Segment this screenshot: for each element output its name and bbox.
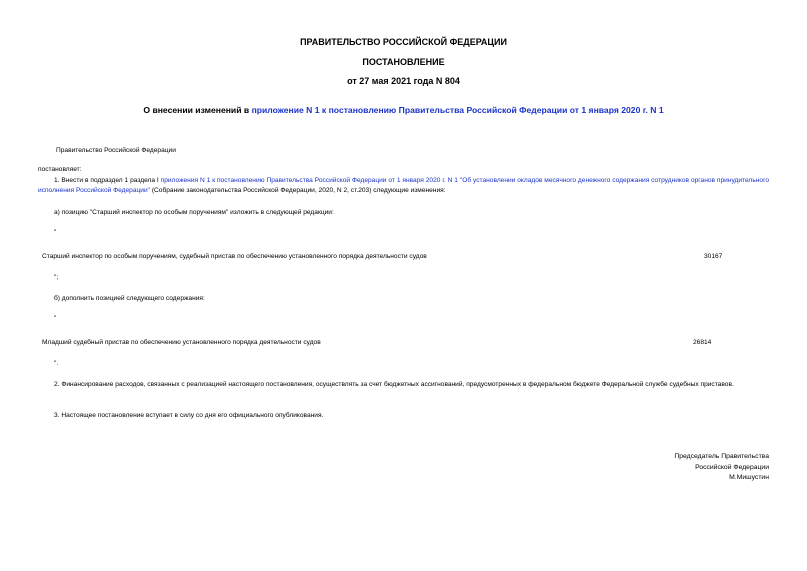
table-row-1-salary: 30167	[704, 253, 723, 260]
government-line: Правительство Российской Федерации	[56, 147, 176, 154]
document-type: ПОСТАНОВЛЕНИЕ	[362, 57, 445, 67]
document-title	[20, 105, 787, 115]
p1-link[interactable]: приложения N 1 к постановлению Правительства Российской Федерации от 1 января 2020 г. N 1 "Об установлении окладов месячного денежного содержания сотрудников органов принудительного исполнения Российской Федерации"	[38, 177, 769, 194]
title-prefix: О внесении изменений в	[143, 105, 252, 115]
signature-line-1: Председатель Правительства	[674, 453, 769, 460]
paragraph-2: 2. Финансирование расходов, связанных с реализацией настоящего постановления, осуществлять за счет бюджетных ассигнований, предусмотренных в федеральном бюджете Федеральной службе судебных приставов.	[54, 381, 734, 388]
close-quote-2: ".	[54, 360, 59, 367]
government-heading: ПРАВИТЕЛЬСТВО РОССИЙСКОЙ ФЕДЕРАЦИИ	[300, 37, 507, 47]
table-row-2-position: Младший судебный пристав по обеспечению установленного порядка деятельности судов	[42, 339, 321, 346]
signature-line-3: М.Мишустин	[729, 474, 769, 481]
decree-line: постановляет:	[38, 166, 82, 173]
title-link[interactable]: приложение N 1 к постановлению Правительства Российской Федерации от 1 января 2020 г. N 1	[251, 105, 664, 115]
paragraph-3: 3. Настоящее постановление вступает в силу со дня его официального опубликования.	[54, 412, 324, 419]
p1-prefix: 1. Внести в подраздел 1 раздела I	[54, 177, 161, 184]
table-row-1-position: Старший инспектор по особым поручениям, судебный пристав по обеспечению установленного порядка деятельности судов	[42, 253, 427, 260]
document-date-number: от 27 мая 2021 года N 804	[347, 76, 460, 86]
signature-line-2: Российской Федерации	[695, 463, 769, 471]
table-row-2-salary: 26814	[693, 339, 712, 346]
close-quote-1: ";	[54, 274, 59, 281]
open-quote-1: "	[54, 229, 57, 236]
p1-suffix: (Собрание законодательства Российской Федерации, 2020, N 2, ст.203) следующие изменения:	[150, 186, 446, 194]
paragraph-b: б) дополнить позицией следующего содержания:	[54, 295, 205, 302]
open-quote-2: "	[54, 315, 57, 322]
paragraph-a: а) позицию "Старший инспектор по особым поручениям" изложить в следующей редакции:	[54, 209, 334, 216]
paragraph-1	[38, 176, 769, 195]
signature-block	[569, 452, 769, 484]
